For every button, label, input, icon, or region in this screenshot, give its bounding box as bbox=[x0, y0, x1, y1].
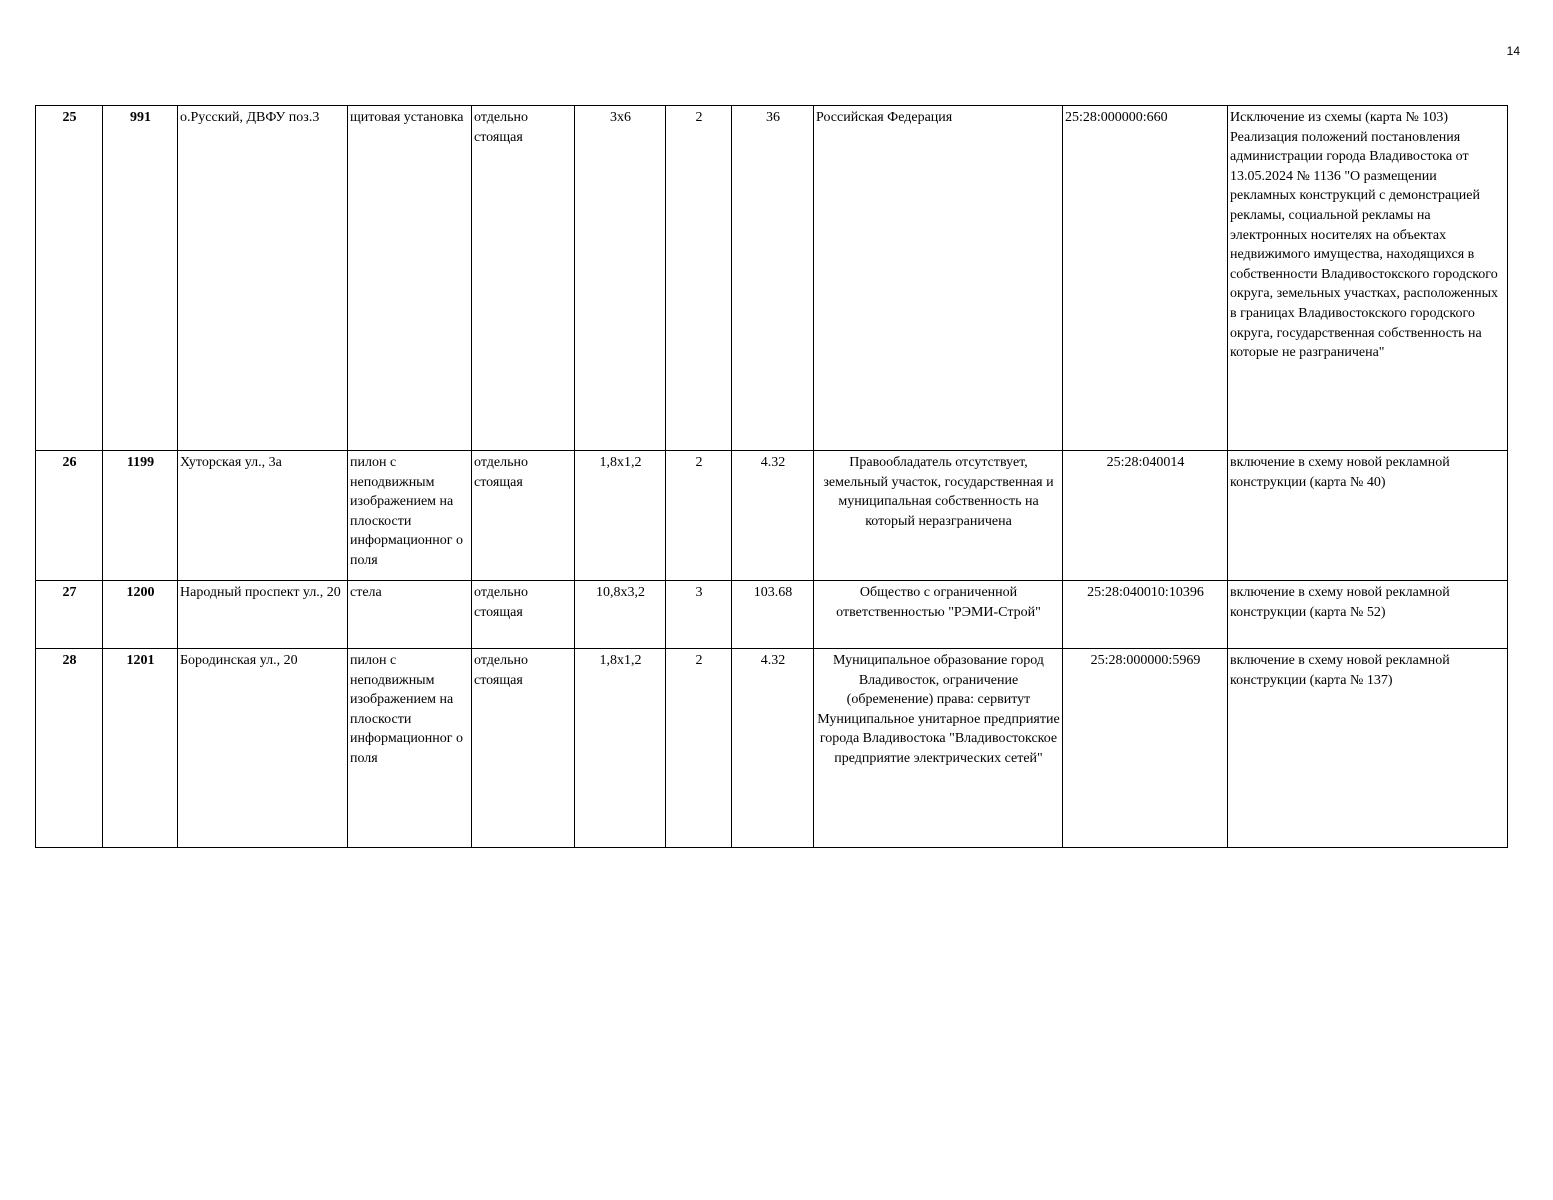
structure-type-cell: пилон с неподвижным изображением на плоскости информационног о поля bbox=[348, 649, 472, 848]
row-index: 28 bbox=[36, 649, 103, 848]
cadastral-number-cell: 25:28:040014 bbox=[1063, 451, 1228, 581]
size-cell: 1,8х1,2 bbox=[575, 451, 666, 581]
table-row bbox=[36, 451, 1508, 581]
address-cell: о.Русский, ДВФУ поз.3 bbox=[178, 106, 348, 451]
row-index: 26 bbox=[36, 451, 103, 581]
placement-cell: отдельно стоящая bbox=[472, 106, 575, 451]
note-cell: включение в схему новой рекламной конструкции (карта № 137) bbox=[1228, 649, 1508, 848]
table-row bbox=[36, 106, 1508, 451]
structure-type-cell: щитовая установка bbox=[348, 106, 472, 451]
owner-cell: Российская Федерация bbox=[814, 106, 1063, 451]
address-cell: Хуторская ул., 3а bbox=[178, 451, 348, 581]
sides-cell: 2 bbox=[666, 649, 732, 848]
structure-number: 1200 bbox=[103, 581, 178, 649]
area-cell: 103.68 bbox=[732, 581, 814, 649]
structure-number: 1201 bbox=[103, 649, 178, 848]
row-index: 25 bbox=[36, 106, 103, 451]
size-cell: 3х6 bbox=[575, 106, 666, 451]
cadastral-number-cell: 25:28:000000:660 bbox=[1063, 106, 1228, 451]
note-cell: Исключение из схемы (карта № 103) Реализация положений постановления администрации города Владивостока от 13.05.2024 № 1136 "О размещении рекламных конструкций с демонстрацией рекламы, социальной рекламы на электронных носителях на объектах недвижимого имущества, находящихся в собственности Владивостокского городского округа, земельных участках, расположенных в границах Владивостокского городского округа, государственная собственность на которые не разграничена" bbox=[1228, 106, 1508, 451]
structure-number: 991 bbox=[103, 106, 178, 451]
structure-type-cell: пилон с неподвижным изображением на плоскости информационног о поля bbox=[348, 451, 472, 581]
owner-cell: Муниципальное образование город Владивосток, ограничение (обременение) права: сервитут Муниципальное унитарное предприятие города Владивостока "Владивостокское предприятие электрических сетей" bbox=[814, 649, 1063, 848]
address-cell: Бородинская ул., 20 bbox=[178, 649, 348, 848]
structure-type-cell: стела bbox=[348, 581, 472, 649]
size-cell: 10,8х3,2 bbox=[575, 581, 666, 649]
owner-cell: Общество с ограниченной ответственностью "РЭМИ-Строй" bbox=[814, 581, 1063, 649]
table-row bbox=[36, 649, 1508, 848]
sides-cell: 2 bbox=[666, 451, 732, 581]
area-cell: 4.32 bbox=[732, 451, 814, 581]
size-cell: 1,8х1,2 bbox=[575, 649, 666, 848]
cadastral-number-cell: 25:28:040010:10396 bbox=[1063, 581, 1228, 649]
placement-cell: отдельно стоящая bbox=[472, 581, 575, 649]
table-row bbox=[36, 581, 1508, 649]
row-index: 27 bbox=[36, 581, 103, 649]
advertising-structures-table bbox=[35, 105, 1508, 848]
area-cell: 36 bbox=[732, 106, 814, 451]
placement-cell: отдельно стоящая bbox=[472, 451, 575, 581]
owner-cell: Правообладатель отсутствует, земельный участок, государственная и муниципальная собственность на который неразграничена bbox=[814, 451, 1063, 581]
area-cell: 4.32 bbox=[732, 649, 814, 848]
structure-number: 1199 bbox=[103, 451, 178, 581]
note-cell: включение в схему новой рекламной конструкции (карта № 40) bbox=[1228, 451, 1508, 581]
address-cell: Народный проспект ул., 20 bbox=[178, 581, 348, 649]
sides-cell: 2 bbox=[666, 106, 732, 451]
note-cell: включение в схему новой рекламной конструкции (карта № 52) bbox=[1228, 581, 1508, 649]
page-number: 14 bbox=[1506, 44, 1520, 58]
cadastral-number-cell: 25:28:000000:5969 bbox=[1063, 649, 1228, 848]
placement-cell: отдельно стоящая bbox=[472, 649, 575, 848]
sides-cell: 3 bbox=[666, 581, 732, 649]
